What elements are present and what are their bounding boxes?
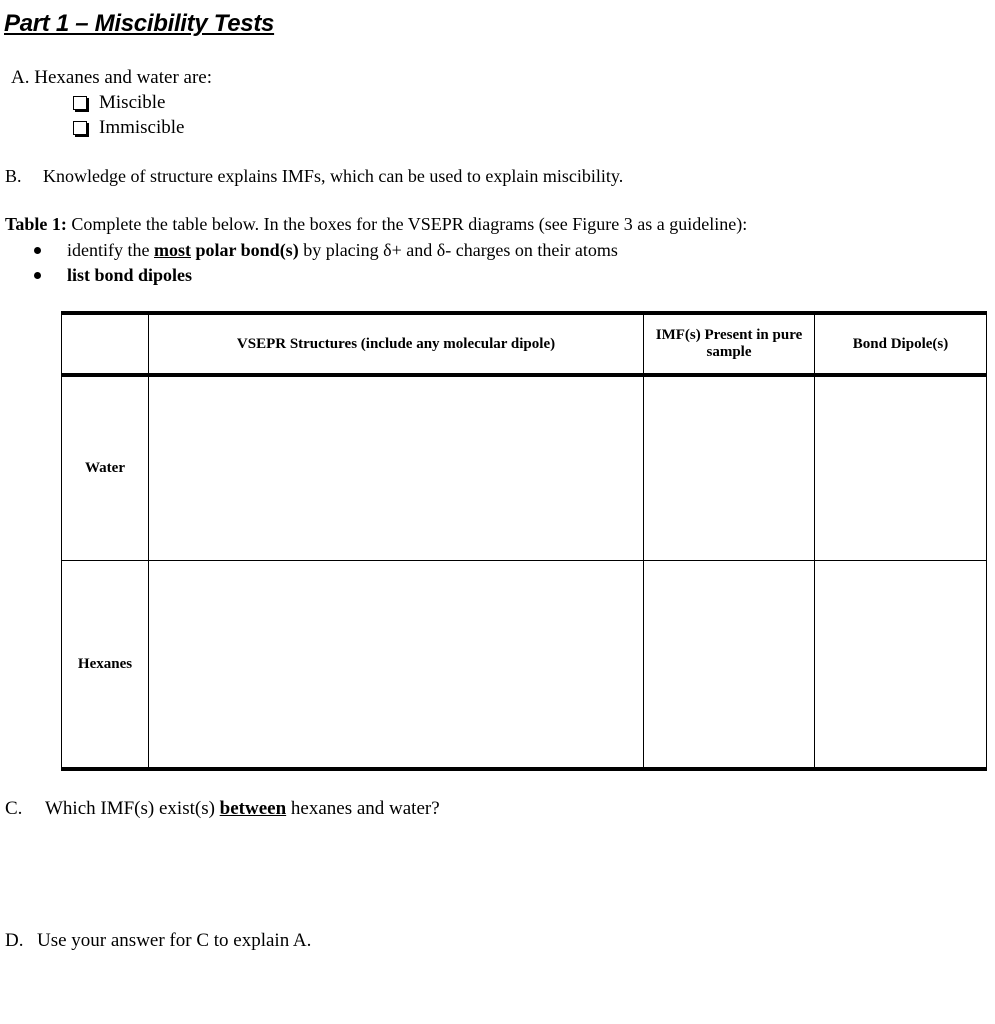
checkbox-icon[interactable]	[73, 96, 87, 110]
row-label-water: Water	[62, 375, 149, 561]
question-c-emphasis: between	[219, 798, 287, 819]
question-c-label: C.	[5, 798, 23, 819]
answer-cell-bond-dipole[interactable]	[815, 561, 987, 770]
answer-cell-imf[interactable]	[644, 561, 815, 770]
bullet-text-pre: identify the	[67, 240, 154, 260]
table-header-bond-dipole: Bond Dipole(s)	[815, 313, 987, 375]
table-caption-label: Table 1:	[5, 214, 67, 234]
table-header-cell	[62, 313, 149, 375]
question-a-text: Hexanes and water are:	[34, 67, 212, 88]
question-d-label: D.	[5, 930, 24, 951]
bullet-text-post: by placing δ+ and δ- charges on their atoms	[298, 240, 618, 260]
answer-cell-vsepr[interactable]	[149, 375, 644, 561]
row-label-hexanes: Hexanes	[62, 561, 149, 770]
option-immiscible-label: Immiscible	[99, 117, 185, 138]
table-row	[62, 375, 987, 561]
question-c-text-post: hexanes and water?	[286, 798, 440, 819]
list-item	[34, 238, 618, 263]
question-d	[5, 930, 311, 952]
bullet-emphasis: most	[153, 240, 191, 260]
question-c-text-pre: Which IMF(s) exist(s)	[45, 798, 220, 819]
page-title: Part 1 – Miscibility Tests	[4, 10, 275, 37]
table-header-vsepr: VSEPR Structures (include any molecular dipole)	[149, 313, 644, 375]
table-caption-text: Complete the table below. In the boxes for the VSEPR diagrams (see Figure 3 as a guideline):	[66, 214, 748, 234]
bullet-icon	[34, 247, 41, 254]
question-b-text: Knowledge of structure explains IMFs, which can be used to explain miscibility.	[43, 166, 624, 186]
question-d-text: Use your answer for C to explain A.	[37, 930, 312, 951]
checkbox-icon[interactable]	[73, 121, 87, 135]
table-header-row	[62, 313, 987, 375]
answer-cell-bond-dipole[interactable]	[815, 375, 987, 561]
data-table	[61, 311, 987, 771]
table-caption	[5, 214, 747, 235]
list-item-text	[67, 240, 618, 261]
list-item-text: list bond dipoles	[67, 265, 193, 285]
question-a-label: A.	[11, 67, 30, 88]
question-a	[11, 67, 212, 89]
option-immiscible[interactable]	[73, 117, 184, 139]
answer-cell-imf[interactable]	[644, 375, 815, 561]
instruction-list	[34, 238, 618, 288]
question-b-label: B.	[5, 166, 22, 186]
table-header-imf: IMF(s) Present in pure sample	[644, 313, 815, 375]
table-row	[62, 561, 987, 770]
answer-cell-vsepr[interactable]	[149, 561, 644, 770]
bullet-icon	[34, 272, 41, 279]
list-item	[34, 263, 618, 288]
bullet-bold: polar bond(s)	[190, 240, 299, 260]
option-miscible-label: Miscible	[99, 92, 166, 113]
option-miscible[interactable]	[73, 92, 166, 114]
question-b	[5, 166, 623, 187]
question-c	[5, 798, 440, 820]
